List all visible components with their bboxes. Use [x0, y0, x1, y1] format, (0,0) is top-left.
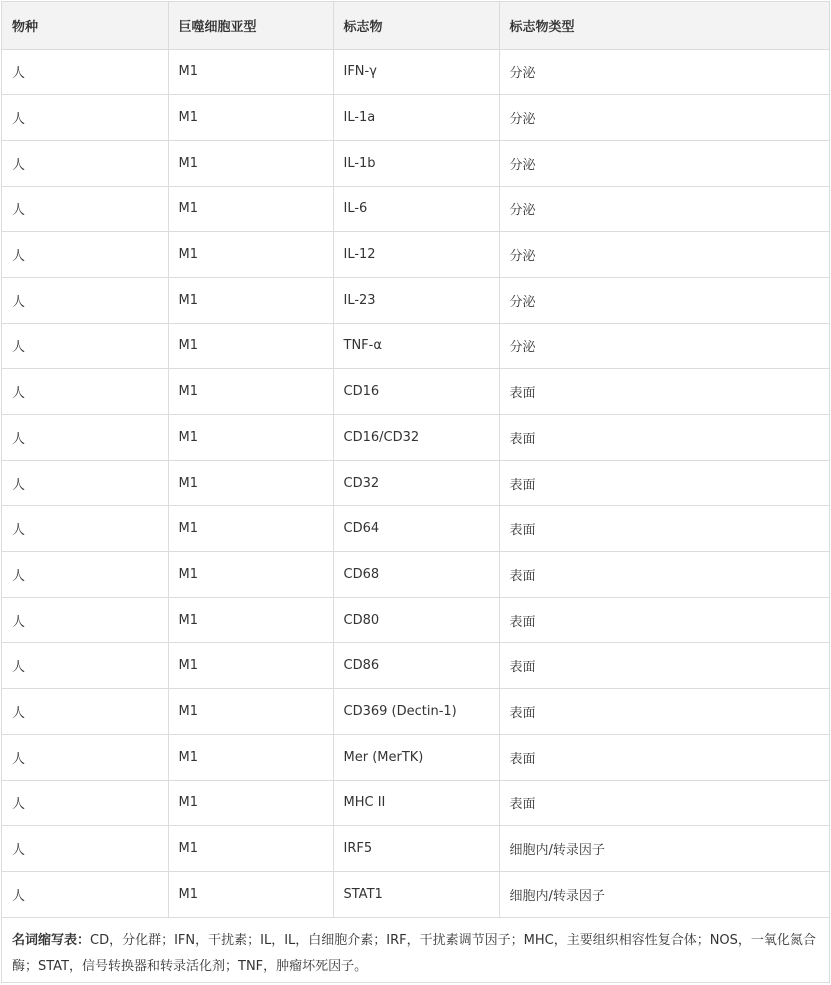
cell-species: 人: [2, 95, 168, 141]
table-header-row: [2, 2, 829, 49]
cell-subtype: M1: [168, 415, 333, 461]
abbreviation-footnote: [2, 918, 829, 980]
cell-species: 人: [2, 415, 168, 461]
footnote-text: CD，分化群；IFN，干扰素；IL，IL，白细胞介素；IRF，干扰素调节因子；MHC，主要组织相容性复合体；NOS，一氧化氮合酶；STAT，信号转换器和转录活化剂；TNF，肿瘤坏死因子。: [12, 932, 816, 974]
cell-marker: STAT1: [333, 871, 499, 917]
table-row: [2, 232, 829, 278]
cell-marker-type: 分泌: [499, 232, 829, 278]
table-row: [2, 689, 829, 735]
header-macrophage-subtype: 巨噬细胞亚型: [168, 2, 333, 49]
cell-marker: CD32: [333, 460, 499, 506]
cell-species: 人: [2, 369, 168, 415]
cell-subtype: M1: [168, 689, 333, 735]
cell-species: 人: [2, 49, 168, 95]
cell-species: 人: [2, 323, 168, 369]
header-marker: 标志物: [333, 2, 499, 49]
cell-subtype: M1: [168, 597, 333, 643]
cell-marker-type: 表面: [499, 689, 829, 735]
cell-species: 人: [2, 780, 168, 826]
cell-marker-type: 分泌: [499, 323, 829, 369]
cell-subtype: M1: [168, 277, 333, 323]
cell-marker: CD86: [333, 643, 499, 689]
cell-marker: IL-12: [333, 232, 499, 278]
cell-marker-type: 表面: [499, 643, 829, 689]
cell-subtype: M1: [168, 460, 333, 506]
cell-subtype: M1: [168, 140, 333, 186]
cell-species: 人: [2, 689, 168, 735]
table-row: [2, 369, 829, 415]
cell-subtype: M1: [168, 95, 333, 141]
header-species: 物种: [2, 2, 168, 49]
cell-marker: CD80: [333, 597, 499, 643]
table-row: [2, 826, 829, 872]
cell-species: 人: [2, 597, 168, 643]
cell-marker: CD68: [333, 552, 499, 598]
cell-marker: IFN-γ: [333, 49, 499, 95]
cell-marker: IL-6: [333, 186, 499, 232]
cell-marker: TNF-α: [333, 323, 499, 369]
cell-species: 人: [2, 826, 168, 872]
cell-marker: IRF5: [333, 826, 499, 872]
cell-subtype: M1: [168, 186, 333, 232]
table-row: [2, 734, 829, 780]
table-row: [2, 415, 829, 461]
cell-marker: CD16/CD32: [333, 415, 499, 461]
cell-subtype: M1: [168, 369, 333, 415]
cell-marker: CD16: [333, 369, 499, 415]
footnote-label: 名词缩写表：: [12, 932, 91, 948]
cell-marker-type: 表面: [499, 369, 829, 415]
cell-species: 人: [2, 186, 168, 232]
cell-marker-type: 表面: [499, 734, 829, 780]
cell-marker-type: 分泌: [499, 49, 829, 95]
table-row: [2, 49, 829, 95]
cell-marker-type: 表面: [499, 780, 829, 826]
cell-species: 人: [2, 871, 168, 917]
cell-marker: IL-23: [333, 277, 499, 323]
cell-marker-type: 分泌: [499, 140, 829, 186]
table-row: [2, 460, 829, 506]
cell-marker-type: 分泌: [499, 277, 829, 323]
cell-marker: CD64: [333, 506, 499, 552]
table-row: [2, 780, 829, 826]
cell-marker-type: 分泌: [499, 186, 829, 232]
cell-species: 人: [2, 506, 168, 552]
cell-marker-type: 表面: [499, 552, 829, 598]
table-row: [2, 506, 829, 552]
macrophage-marker-table: [2, 2, 829, 918]
table-row: [2, 871, 829, 917]
cell-subtype: M1: [168, 49, 333, 95]
table-row: [2, 643, 829, 689]
cell-marker: IL-1a: [333, 95, 499, 141]
cell-subtype: M1: [168, 826, 333, 872]
marker-table-container: [1, 1, 830, 983]
cell-marker-type: 细胞内/转录因子: [499, 826, 829, 872]
cell-subtype: M1: [168, 323, 333, 369]
cell-marker-type: 表面: [499, 415, 829, 461]
cell-species: 人: [2, 460, 168, 506]
cell-subtype: M1: [168, 552, 333, 598]
cell-subtype: M1: [168, 780, 333, 826]
table-row: [2, 323, 829, 369]
header-marker-type: 标志物类型: [499, 2, 829, 49]
table-row: [2, 597, 829, 643]
cell-marker: Mer (MerTK): [333, 734, 499, 780]
cell-marker: CD369 (Dectin-1): [333, 689, 499, 735]
table-body: [2, 49, 829, 917]
cell-species: 人: [2, 552, 168, 598]
cell-subtype: M1: [168, 734, 333, 780]
cell-species: 人: [2, 277, 168, 323]
cell-species: 人: [2, 734, 168, 780]
cell-subtype: M1: [168, 506, 333, 552]
cell-marker: IL-1b: [333, 140, 499, 186]
cell-marker-type: 表面: [499, 506, 829, 552]
cell-marker-type: 分泌: [499, 95, 829, 141]
table-row: [2, 552, 829, 598]
table-row: [2, 95, 829, 141]
table-row: [2, 140, 829, 186]
table-row: [2, 277, 829, 323]
table-row: [2, 186, 829, 232]
cell-subtype: M1: [168, 643, 333, 689]
cell-subtype: M1: [168, 871, 333, 917]
cell-marker-type: 细胞内/转录因子: [499, 871, 829, 917]
cell-marker-type: 表面: [499, 597, 829, 643]
cell-species: 人: [2, 140, 168, 186]
cell-subtype: M1: [168, 232, 333, 278]
cell-marker-type: 表面: [499, 460, 829, 506]
cell-species: 人: [2, 643, 168, 689]
cell-marker: MHC II: [333, 780, 499, 826]
cell-species: 人: [2, 232, 168, 278]
